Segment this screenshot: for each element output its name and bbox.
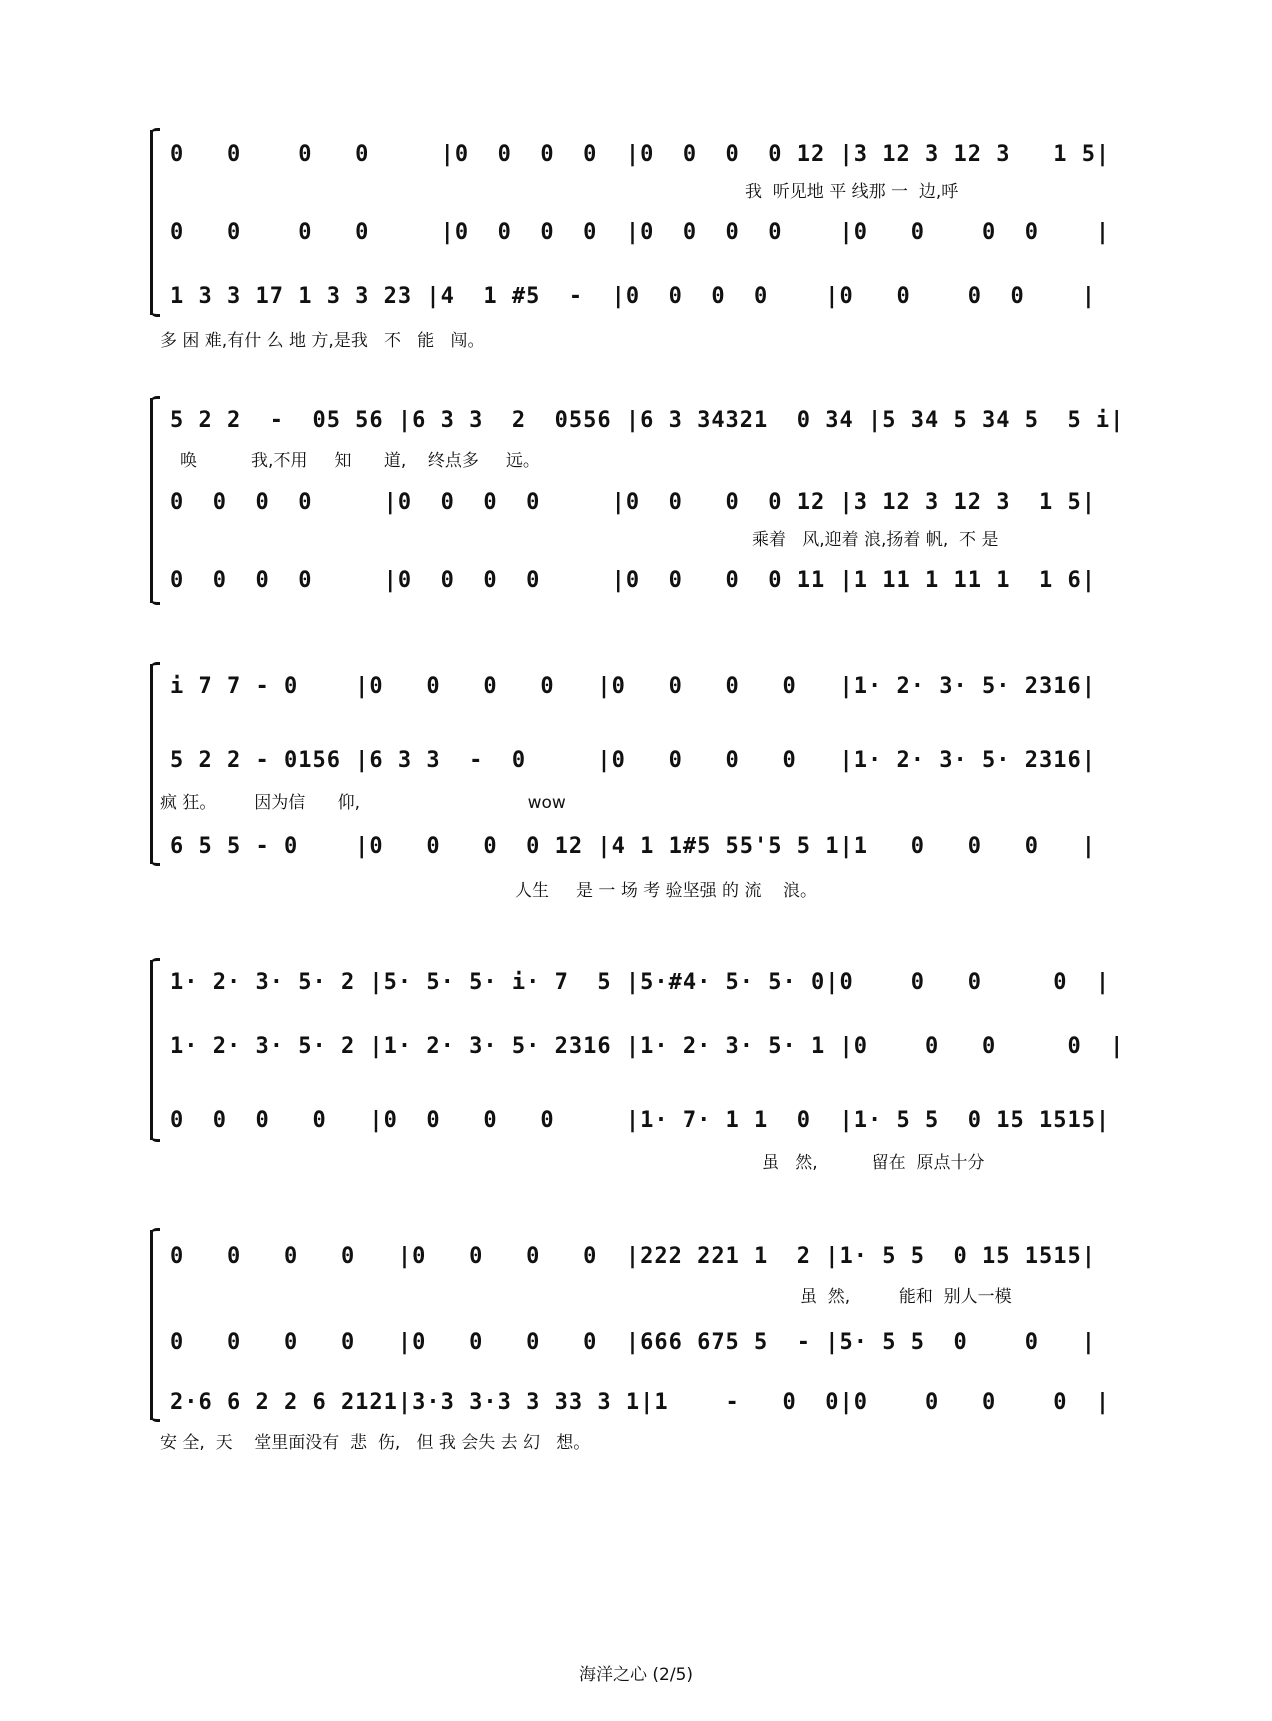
- lyric-line: 多 困 难,有什 么 地 方,是我 不 能 闯。: [160, 331, 485, 351]
- lyric-line: 疯 狂。 因为信 仰, wow: [160, 793, 566, 813]
- staff-voice-2: [170, 486, 1130, 520]
- notation-line: i 7 7 - 0 |0 0 0 0 |0 0 0 0 |1· 2· 3· 5· 2316|: [170, 674, 1096, 699]
- page-footer: 海洋之心 (2/5): [578, 1665, 694, 1685]
- staff-voice-1: [170, 670, 1130, 704]
- notation-line: 6 5 5 - 0 |0 0 0 0 12 |4 1 1#5 55'5 5 1|1 0 0 0 |: [170, 834, 1096, 859]
- system-bracket: [150, 960, 153, 1140]
- notation-line: 1· 2· 3· 5· 2 |1· 2· 3· 5· 2316 |1· 2· 3· 5· 1 |0 0 0 0 |: [170, 1034, 1125, 1059]
- notation-line: 0 0 0 0 |0 0 0 0 |666 675 5 - |5· 5 5 0 0 |: [170, 1330, 1096, 1355]
- staff-voice-1: [170, 138, 1130, 172]
- notation-line: 0 0 0 0 |0 0 0 0 |0 0 0 0 |0 0 0 0 |: [170, 220, 1111, 245]
- staff-voice-3: [170, 1104, 1130, 1138]
- lyric-line: 虽 然, 留在 原点十分: [762, 1153, 985, 1173]
- notation-line: 0 0 0 0 |0 0 0 0 |0 0 0 0 12 |3 12 3 12 3 1 5|: [170, 142, 1111, 167]
- staff-voice-3: [170, 830, 1130, 864]
- system-bracket: [150, 398, 153, 603]
- notation-line: 0 0 0 0 |0 0 0 0 |1· 7· 1 1 0 |1· 5 5 0 15 1515|: [170, 1108, 1111, 1133]
- staff-voice-2: [170, 216, 1130, 250]
- lyric-line: 唤 我,不用 知 道, 终点多 远。: [180, 451, 540, 471]
- staff-voice-2: [170, 1030, 1130, 1064]
- system-bracket: [150, 1230, 153, 1420]
- staff-voice-1: [170, 1240, 1130, 1274]
- lyric-line: 人生 是 一 场 考 验坚强 的 流 浪。: [515, 881, 818, 901]
- notation-line: 0 0 0 0 |0 0 0 0 |0 0 0 0 12 |3 12 3 12 3 1 5|: [170, 490, 1096, 515]
- staff-voice-2: [170, 744, 1130, 778]
- system-bracket: [150, 130, 153, 315]
- notation-line: 5 2 2 - 0156 |6 3 3 - 0 |0 0 0 0 |1· 2· 3· 5· 2316|: [170, 748, 1096, 773]
- notation-line: 1· 2· 3· 5· 2 |5· 5· 5· i· 7 5 |5·#4· 5· 5· 0|0 0 0 0 |: [170, 970, 1111, 995]
- staff-voice-2: [170, 1326, 1130, 1360]
- lyric-line: 安 全, 天 堂里面没有 悲 伤, 但 我 会失 去 幻 想。: [160, 1433, 591, 1453]
- notation-line: 0 0 0 0 |0 0 0 0 |222 221 1 2 |1· 5 5 0 15 1515|: [170, 1244, 1096, 1269]
- staff-voice-1: [170, 966, 1130, 1000]
- staff-voice-3: [170, 280, 1130, 314]
- staff-voice-3: [170, 1386, 1130, 1420]
- notation-line: 5 2 2 - 05 56 |6 3 3 2 0556 |6 3 34321 0 34 |5 34 5 34 5 5 i|: [170, 408, 1125, 433]
- lyric-line: 我 听见地 平 线那 一 边,呼: [745, 182, 959, 202]
- lyric-line: 虽 然, 能和 别人一模: [800, 1287, 1012, 1307]
- lyric-line: 乘着 风,迎着 浪,扬着 帆, 不 是: [752, 530, 999, 550]
- system-bracket: [150, 664, 153, 864]
- staff-voice-1: [170, 404, 1130, 438]
- staff-voice-3: [170, 564, 1130, 598]
- notation-line: 2·6 6 2 2 6 2121|3·3 3·3 3 33 3 1|1 - 0 0|0 0 0 0 |: [170, 1390, 1111, 1415]
- notation-line: 0 0 0 0 |0 0 0 0 |0 0 0 0 11 |1 11 1 11 1 1 6|: [170, 568, 1096, 593]
- notation-line: 1 3 3 17 1 3 3 23 |4 1 #5 - |0 0 0 0 |0 0 0 0 |: [170, 284, 1096, 309]
